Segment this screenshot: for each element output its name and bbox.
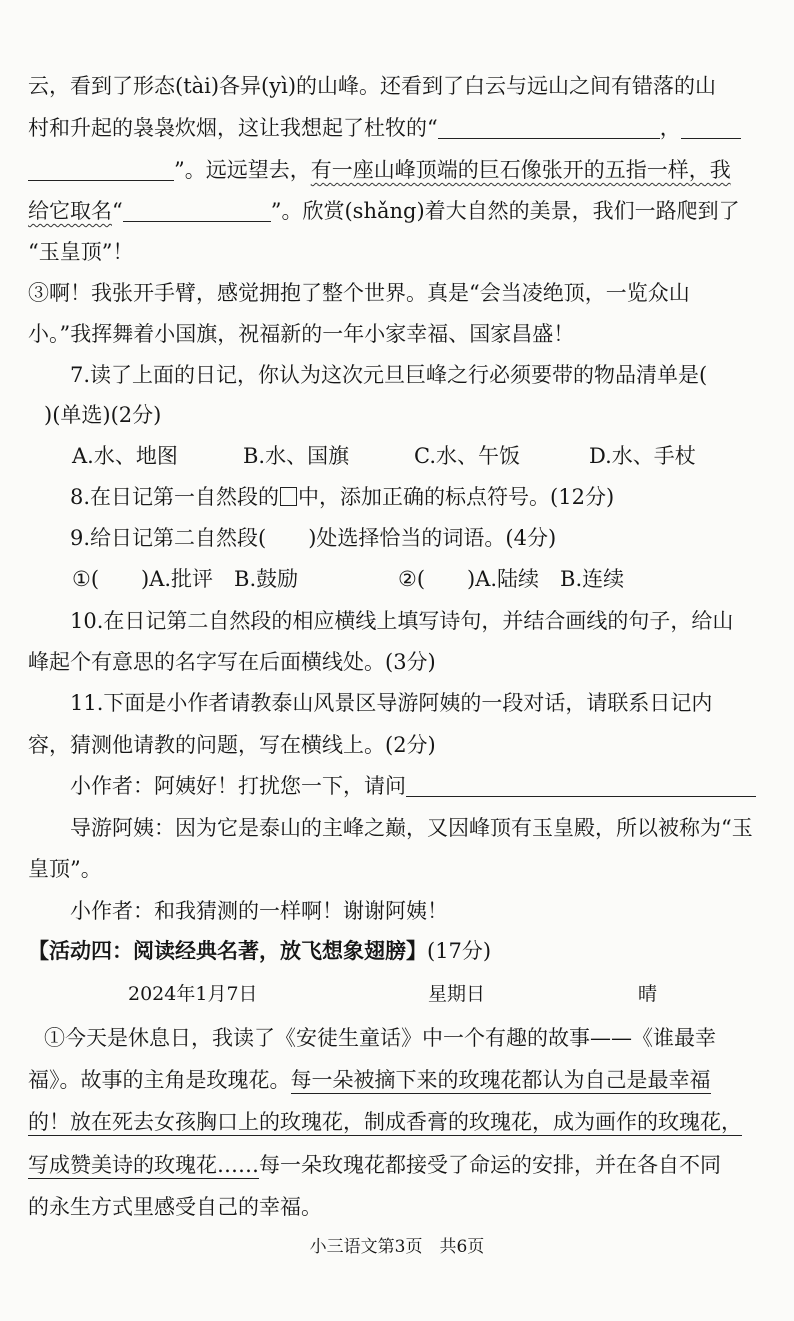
poem-blank-2a[interactable]	[681, 116, 741, 139]
q8-text-a: 8.在日记第一自然段的	[70, 485, 280, 509]
underlined-rose-sentence-1: 每一朵被摘下来的玫瑰花都认为自己是最幸福	[290, 1068, 711, 1092]
diary4-line4	[28, 1151, 764, 1179]
diary4-line1: ①今天是休息日，我读了《安徒生童话》中一个有趣的故事——《谁最幸	[44, 1026, 716, 1050]
activity4-score: (17分)	[427, 939, 492, 963]
diary4-line2	[28, 1066, 764, 1094]
diary-weather: 晴	[638, 983, 658, 1005]
activity4-heading	[28, 937, 764, 965]
q9-option-2[interactable]: ②( )A.陆续 B.连续	[398, 567, 625, 591]
para3-line1: ③啊！我张开手臂，感觉拥抱了整个世界。真是“会当凌绝顶，一览众山	[28, 281, 690, 305]
q9: 9.给日记第二自然段( )处选择恰当的词语。(4分)	[70, 526, 557, 550]
activity4-title: 【活动四：阅读经典名著，放飞想象翅膀】	[28, 938, 427, 963]
q7-option-a[interactable]: A.水、地图	[72, 444, 178, 468]
dialog-guide-line1: 导游阿姨：因为它是泰山的主峰之巅，又因峰顶有玉皇殿，所以被称为“玉	[70, 816, 753, 840]
diary4-line2-text: 福》。故事的主角是玫瑰花。	[28, 1068, 291, 1092]
q7-option-b[interactable]: B.水、国旗	[243, 444, 350, 468]
para2-line2-text: 村和升起的袅袅炊烟，这让我想起了杜牧的“	[28, 116, 438, 140]
underlined-rose-sentence-3: 写成赞美诗的玫瑰花……	[28, 1153, 259, 1177]
q8	[70, 483, 764, 511]
box-icon	[280, 487, 297, 506]
q7-line1: 7.读了上面的日记，你认为这次元旦巨峰之行必须要带的物品清单是(	[70, 363, 708, 387]
para2-line4	[28, 197, 764, 225]
diary-date: 2024年1月7日	[128, 983, 258, 1005]
underlined-rose-sentence-2: 的！放在死去女孩胸口上的玫瑰花，制成香膏的玫瑰花，成为画作的玫瑰花，	[28, 1110, 742, 1134]
para2-line3-text: ”。远远望去，	[174, 158, 311, 182]
para2-line5: “玉皇顶”！	[28, 240, 134, 264]
dialog-author-1-text: 小作者：阿姨好！打扰您一下，请问	[70, 774, 406, 798]
q7-option-d[interactable]: D.水、手杖	[589, 444, 696, 468]
q9-option-1[interactable]: ①( )A.批评 B.鼓励	[72, 567, 299, 591]
question-blank[interactable]	[406, 774, 756, 797]
diary4-line4-text: 每一朵玫瑰花都接受了命运的安排，并在各自不同	[259, 1153, 721, 1177]
peak-name-blank[interactable]	[123, 199, 271, 222]
poem-blank-2b[interactable]	[28, 158, 174, 181]
comma: ，	[659, 116, 681, 140]
poem-blank-1[interactable]	[438, 116, 660, 139]
q10-line2: 峰起个有意思的名字写在后面横线处。(3分)	[28, 650, 436, 674]
para2-line4-text: ”。欣赏(shǎng)着大自然的美景，我们一路爬到了	[270, 199, 740, 223]
para2-line2	[28, 114, 764, 142]
underlined-sentence-2: 给它取名	[28, 199, 112, 223]
page-footer: 小三语文第3页 共6页	[309, 1237, 485, 1257]
dialog-author-1	[70, 772, 764, 800]
q11-line1: 11.下面是小作者请教泰山风景区导游阿姨的一段对话，请联系日记内	[70, 691, 713, 715]
q11-line2: 容，猜测他请教的问题，写在横线上。(2分)	[28, 733, 436, 757]
q7-option-c[interactable]: C.水、午饭	[414, 444, 520, 468]
q10-line1: 10.在日记第二自然段的相应横线上填写诗句，并结合画线的句子，给山	[70, 609, 734, 633]
diary4-line3	[28, 1108, 764, 1136]
para2-line1: 云，看到了形态(tài)各异(yì)的山峰。还看到了白云与远山之间有错落的山	[28, 74, 717, 98]
underlined-sentence-1: 有一座山峰顶端的巨石像张开的五指一样，我	[310, 158, 731, 182]
dialog-author-2: 小作者：和我猜测的一样啊！谢谢阿姨！	[70, 899, 448, 923]
open-quote: “	[112, 199, 123, 223]
para3-line2: 小。”我挥舞着小国旗，祝福新的一年小家幸福、国家昌盛！	[28, 322, 575, 346]
q8-text-b: 中，添加正确的标点符号。(12分)	[298, 485, 615, 509]
q7-line2: )(单选)(2分)	[44, 403, 162, 427]
para2-line3	[28, 156, 764, 184]
diary-weekday: 星期日	[428, 983, 486, 1005]
dialog-guide-line2: 皇顶”。	[28, 857, 102, 881]
diary4-line5: 的永生方式里感受自己的幸福。	[28, 1195, 322, 1219]
